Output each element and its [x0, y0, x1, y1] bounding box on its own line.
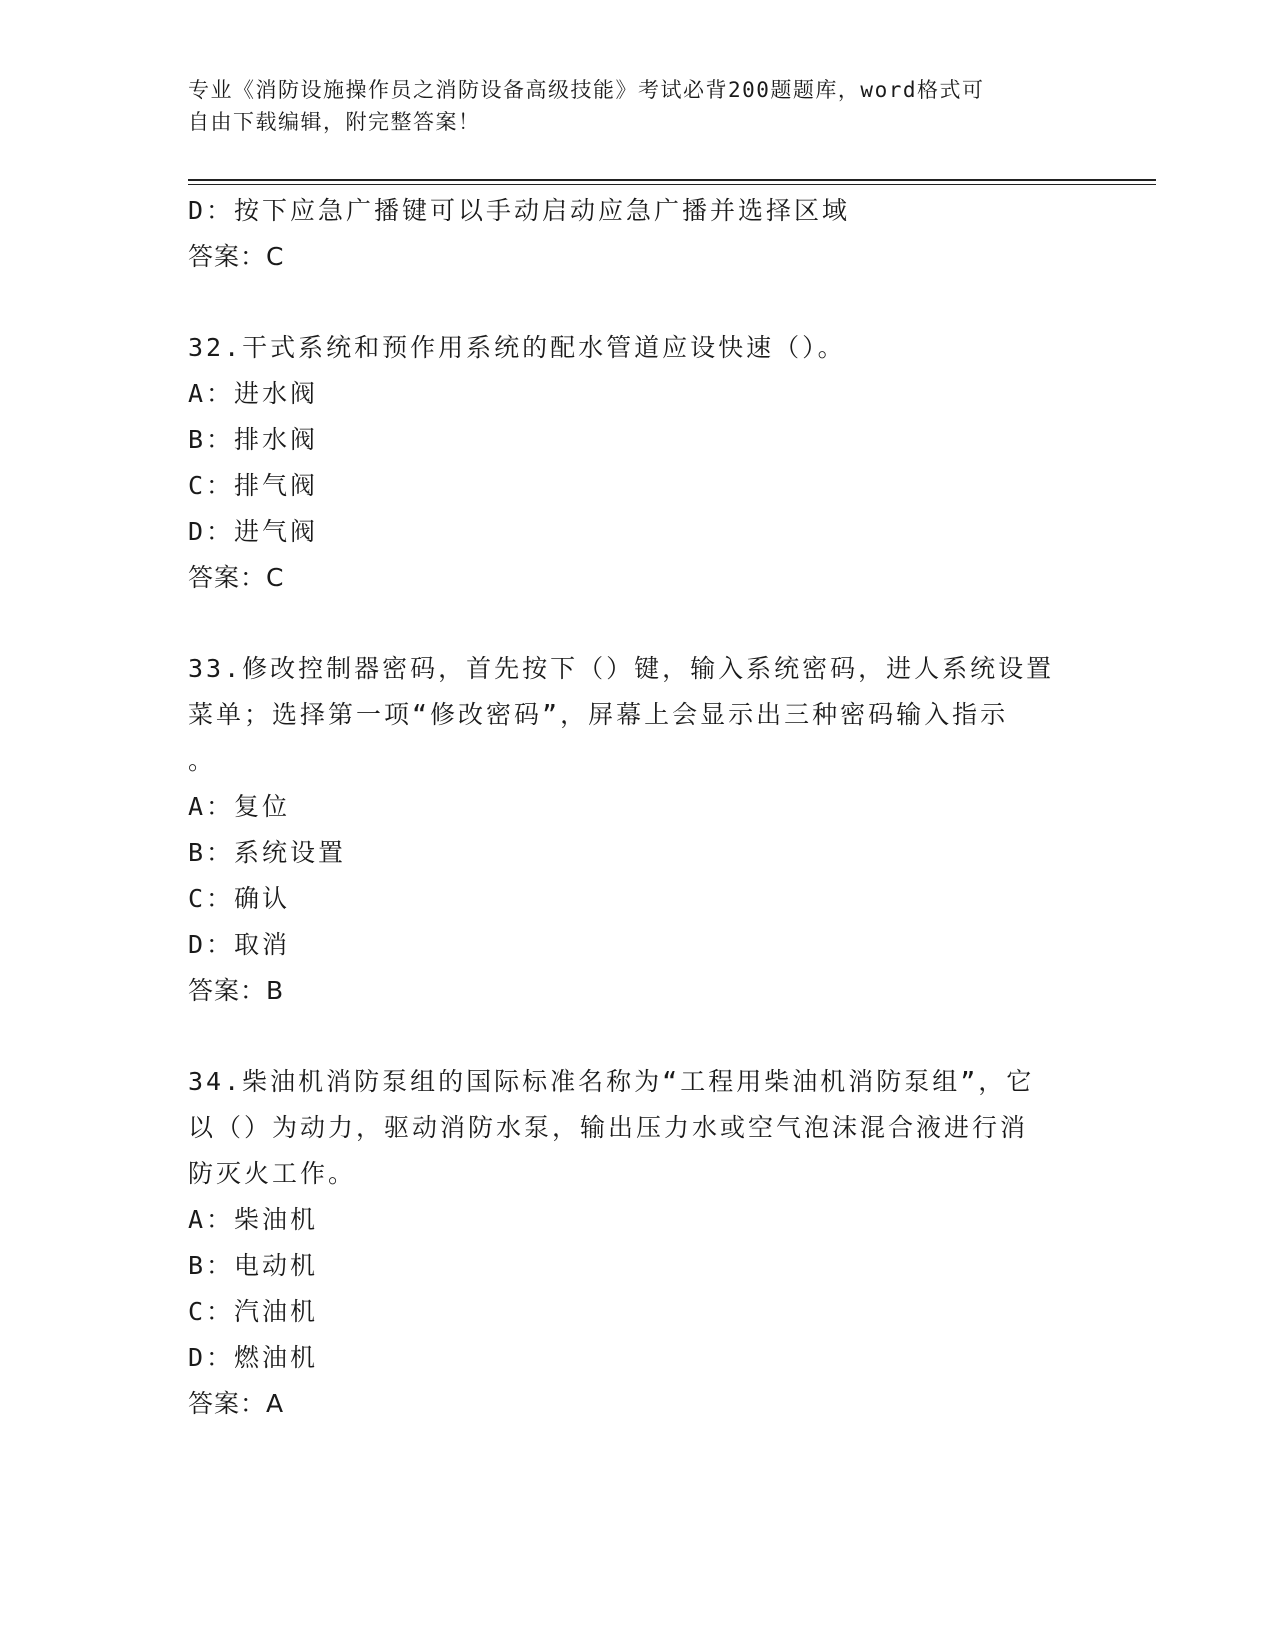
option-d: D：进气阀: [188, 517, 319, 546]
option-d: D：燃油机: [188, 1343, 319, 1372]
option-d: D：按下应急广播键可以手动启动应急广播并选择区域: [188, 196, 851, 225]
question-32: [188, 325, 1078, 601]
answer-line: 答案：C: [188, 242, 285, 271]
header-divider-thin: [188, 184, 1156, 185]
option-b: B：电动机: [188, 1251, 319, 1280]
answer-line: 答案：C: [188, 563, 285, 592]
option-b: B：排水阀: [188, 425, 319, 454]
option-d: D：取消: [188, 930, 291, 959]
question-text-line-1: 34.柴油机消防泵组的国际标准名称为“工程用柴油机消防泵组”，它: [188, 1067, 1035, 1096]
document-header: [188, 74, 1068, 138]
option-b: B：系统设置: [188, 838, 347, 867]
option-c: C：排气阀: [188, 471, 319, 500]
option-a: A：复位: [188, 792, 291, 821]
question-list: [188, 188, 1078, 1427]
question-text-line-1: 33.修改控制器密码，首先按下（）键，输入系统密码，进人系统设置: [188, 654, 1055, 683]
option-a: A：进水阀: [188, 379, 319, 408]
question-text-line-3: 防灭火工作。: [188, 1159, 357, 1188]
option-a: A：柴油机: [188, 1205, 319, 1234]
option-c: C：确认: [188, 884, 291, 913]
question-text-line-3: 。: [188, 746, 217, 775]
question-text-line-2: 菜单；选择第一项“修改密码”，屏幕上会显示出三种密码输入指示: [188, 700, 1009, 729]
question-text-line-2: 以（）为动力，驱动消防水泵，输出压力水或空气泡沫混合液进行消: [188, 1113, 1029, 1142]
header-divider-thick: [188, 179, 1156, 181]
header-title-line-2: 自由下载编辑，附完整答案！: [188, 110, 481, 134]
spacer: [188, 280, 1078, 325]
spacer: [188, 601, 1078, 646]
question-text: 32.干式系统和预作用系统的配水管道应设快速（）。: [188, 333, 846, 362]
question-34: [188, 1059, 1078, 1427]
answer-line: 答案：A: [188, 1389, 285, 1418]
header-title-line-1: 专业《消防设施操作员之消防设备高级技能》考试必背200题题库，word格式可: [188, 78, 985, 102]
option-c: C：汽油机: [188, 1297, 319, 1326]
spacer: [188, 1014, 1078, 1059]
question-33: [188, 646, 1078, 1014]
answer-line: 答案：B: [188, 976, 285, 1005]
